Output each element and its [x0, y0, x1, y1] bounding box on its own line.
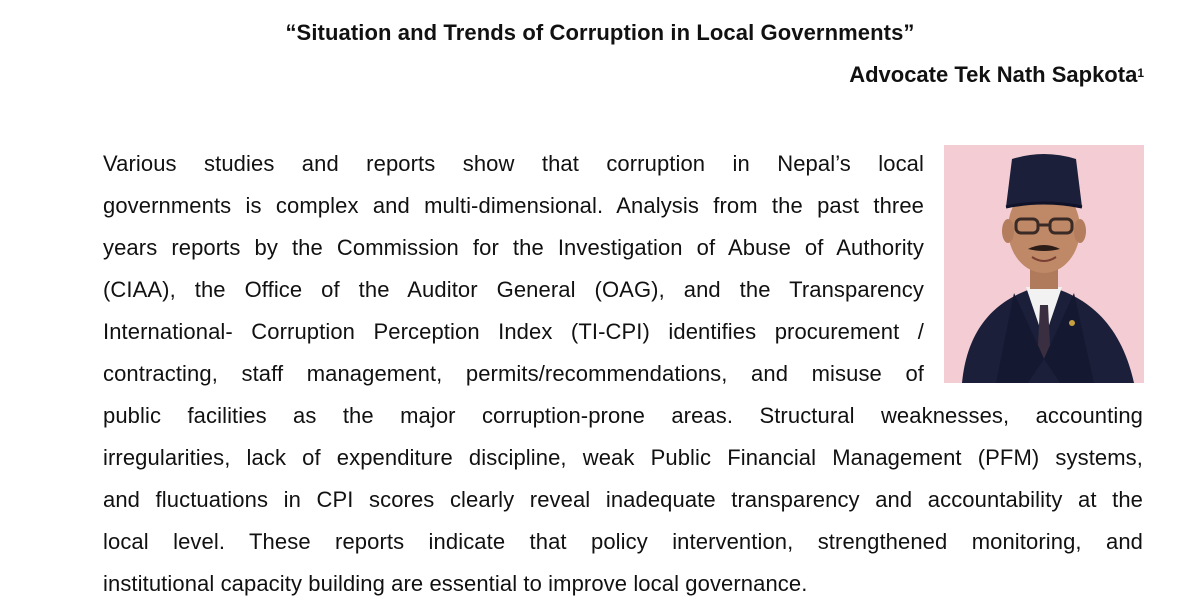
article-paragraph — [103, 143, 1143, 600]
paragraph-line: public facilities as the major corruption-prone areas. Structural weaknesses, accounting — [103, 403, 1143, 428]
author-name: Advocate Tek Nath Sapkota — [849, 62, 1138, 87]
paragraph-line: irregularities, lack of expenditure discipline, weak Public Financial Management (PFM) systems, — [103, 445, 1143, 470]
paragraph-line: Various studies and reports show that corruption in Nepal’s local — [103, 151, 924, 176]
paragraph-line: and fluctuations in CPI scores clearly reveal inadequate transparency and accountability at the — [103, 487, 1143, 512]
paragraph-line: institutional capacity building are essential to improve local governance. — [103, 571, 808, 596]
author-footnote-marker: 1 — [1137, 66, 1144, 80]
article-title: “Situation and Trends of Corruption in Local Governments” — [285, 20, 915, 45]
paragraph-line: years reports by the Commission for the Investigation of Abuse of Authority — [103, 235, 924, 260]
paragraph-line: contracting, staff management, permits/recommendations, and misuse of — [103, 361, 924, 386]
paragraph-line: local level. These reports indicate that policy intervention, strengthened monitoring, and — [103, 529, 1143, 554]
paragraph-line: International- Corruption Perception Index (TI-CPI) identifies procurement / — [103, 319, 924, 344]
paragraph-line: (CIAA), the Office of the Auditor General (OAG), and the Transparency — [103, 277, 924, 302]
author-byline — [849, 60, 1144, 90]
paragraph-line: governments is complex and multi-dimensional. Analysis from the past three — [103, 193, 924, 218]
